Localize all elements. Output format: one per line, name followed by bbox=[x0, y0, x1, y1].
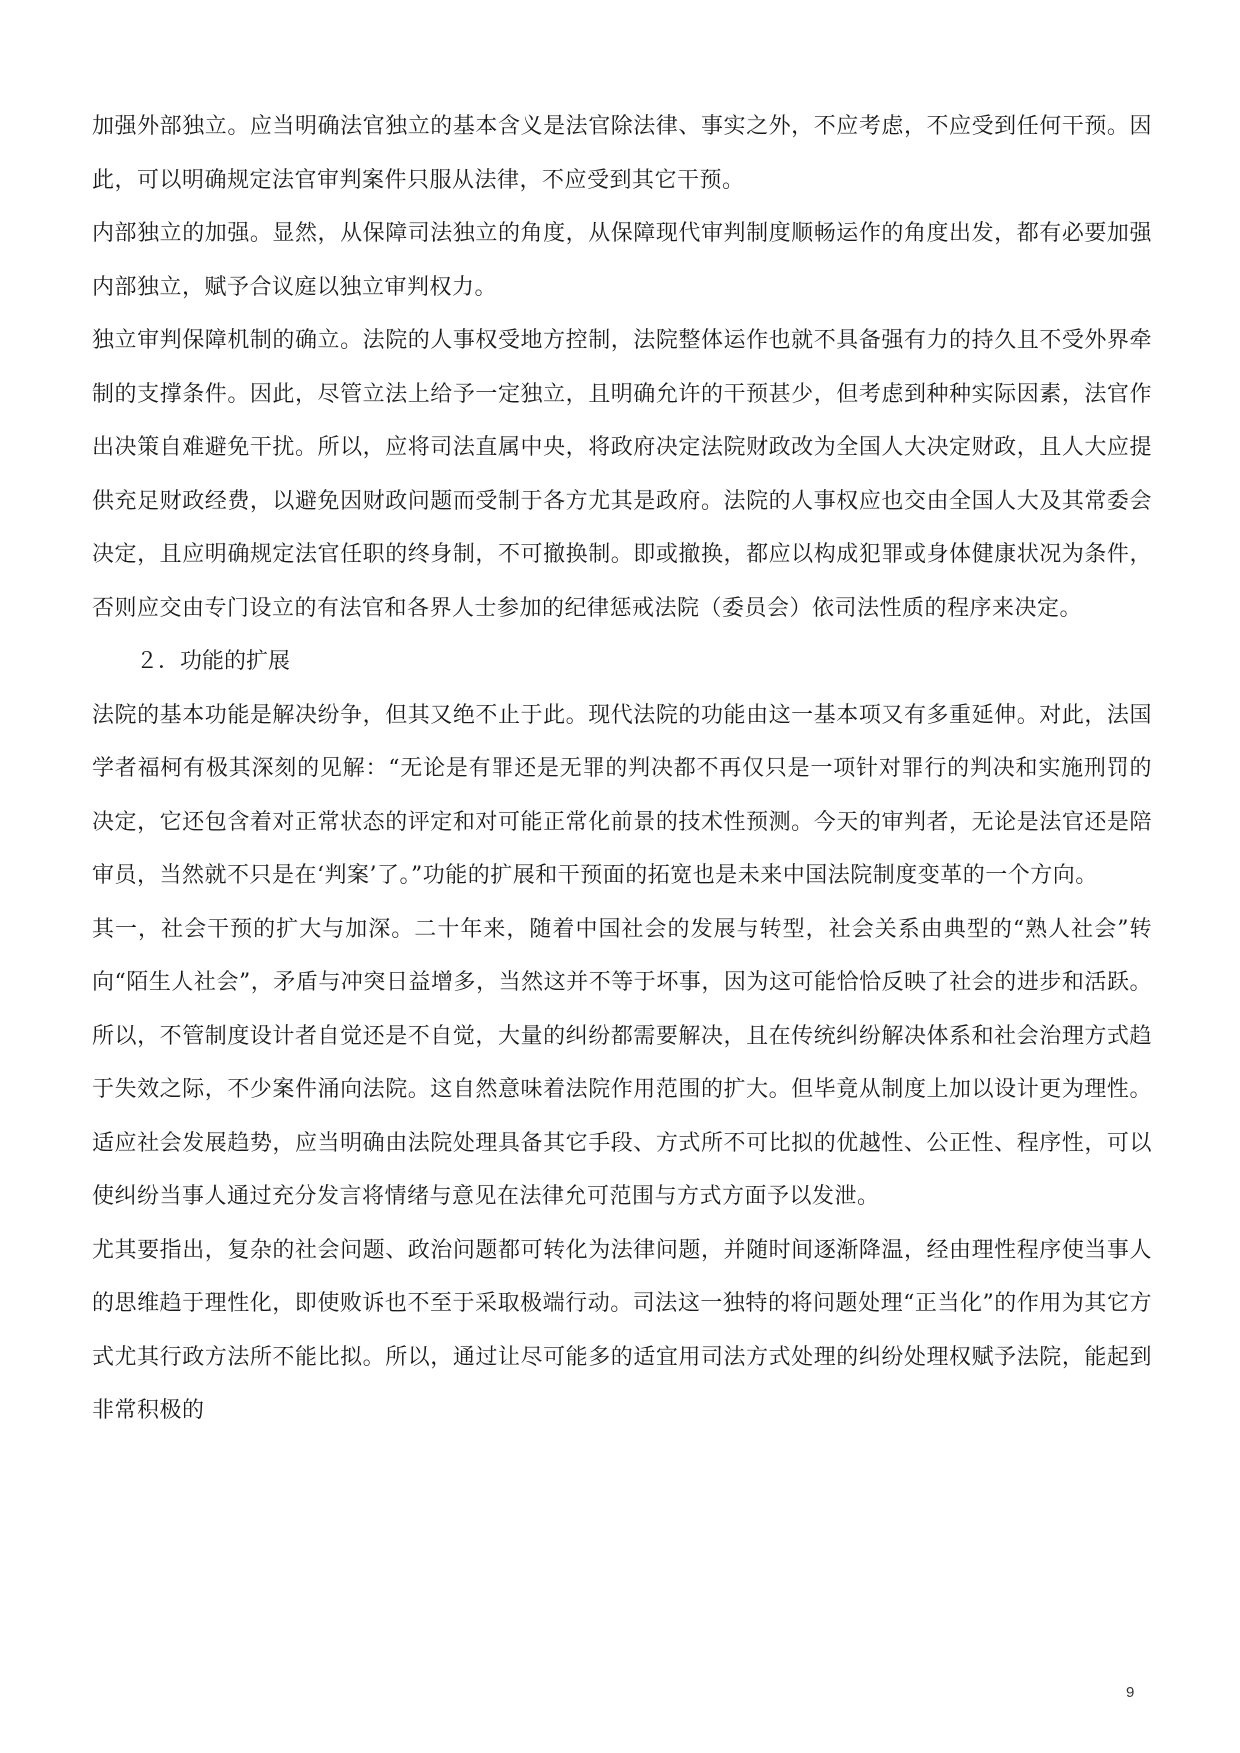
page-number: 9 bbox=[1126, 1684, 1135, 1701]
paragraph-external-independence: 加强外部独立。应当明确法官独立的基本含义是法官除法律、事实之外，不应考虑，不应受到任何干预。因此，可以明确规定法官审判案件只服从法律，不应受到其它干预。 bbox=[92, 114, 1152, 193]
paragraph-social-intervention: 其一，社会干预的扩大与加深。二十年来，随着中国社会的发展与转型，社会关系由典型的“熟人社会”转向“陌生人社会”，矛盾与冲突日益增多，当然这并不等于坏事，因为这可能恰恰反映了社会的进步和活跃。所以，不管制度设计者自觉还是不自觉，大量的纠纷都需要解决，且在传统纠纷解决体系和社会治理方式趋于失效之际，不少案件涌向法院。这自然意味着法院作用范围的扩大。但毕竟从制度上加以设计更为理性。适应社会发展趋势，应当明确由法院处理具备其它手段、方式所不可比拟的优越性、公正性、程序性，可以使纠纷当事人通过充分发言将情绪与意见在法律允可范围与方式方面予以发泄。 bbox=[92, 916, 1152, 1209]
paragraph-court-functions: 法院的基本功能是解决纷争，但其又绝不止于此。现代法院的功能由这一基本项又有多重延伸。对此，法国学者福柯有极其深刻的见解：“无论是有罪还是无罪的判决都不再仅只是一项针对罪行的判决和实施刑罚的决定，它还包含着对正常状态的评定和对可能正常化前景的技术性预测。今天的审判者，无论是法官还是陪审员，当然就不只是在‘判案’了。”功能的扩展和干预面的拓宽也是未来中国法院制度变革的一个方向。 bbox=[92, 702, 1152, 888]
document-body bbox=[92, 100, 1152, 1438]
section-heading-function-expansion: ２．功能的扩展 bbox=[136, 649, 291, 674]
paragraph-guarantee-mechanism: 独立审判保障机制的确立。法院的人事权受地方控制，法院整体运作也就不具备强有力的持久且不受外界牵制的支撑条件。因此，尽管立法上给予一定独立，且明确允许的干预甚少，但考虑到种种实际因素，法官作出决策自难避免干扰。所以，应将司法直属中央，将政府决定法院财政改为全国人大决定财政，且人大应提供充足财政经费，以避免因财政问题而受制于各方尤其是政府。法院的人事权应也交由全国人大及其常委会决定，且应明确规定法官任职的终身制，不可撤换制。即或撤换，都应以构成犯罪或身体健康状况为条件，否则应交由专门设立的有法官和各界人士参加的纪律惩戒法院（委员会）依司法性质的程序来决定。 bbox=[92, 328, 1152, 621]
paragraph-legal-problems: 尤其要指出，复杂的社会问题、政治问题都可转化为法律问题，并随时间逐渐降温，经由理性程序使当事人的思维趋于理性化，即使败诉也不至于采取极端行动。司法这一独特的将问题处理“正当化”的作用为其它方式尤其行政方法所不能比拟。所以，通过让尽可能多的适宜用司法方式处理的纠纷处理权赋予法院，能起到非常积极的 bbox=[92, 1237, 1152, 1423]
paragraph-internal-independence: 内部独立的加强。显然，从保障司法独立的角度，从保障现代审判制度顺畅运作的角度出发，都有必要加强内部独立，赋予合议庭以独立审判权力。 bbox=[92, 221, 1152, 300]
